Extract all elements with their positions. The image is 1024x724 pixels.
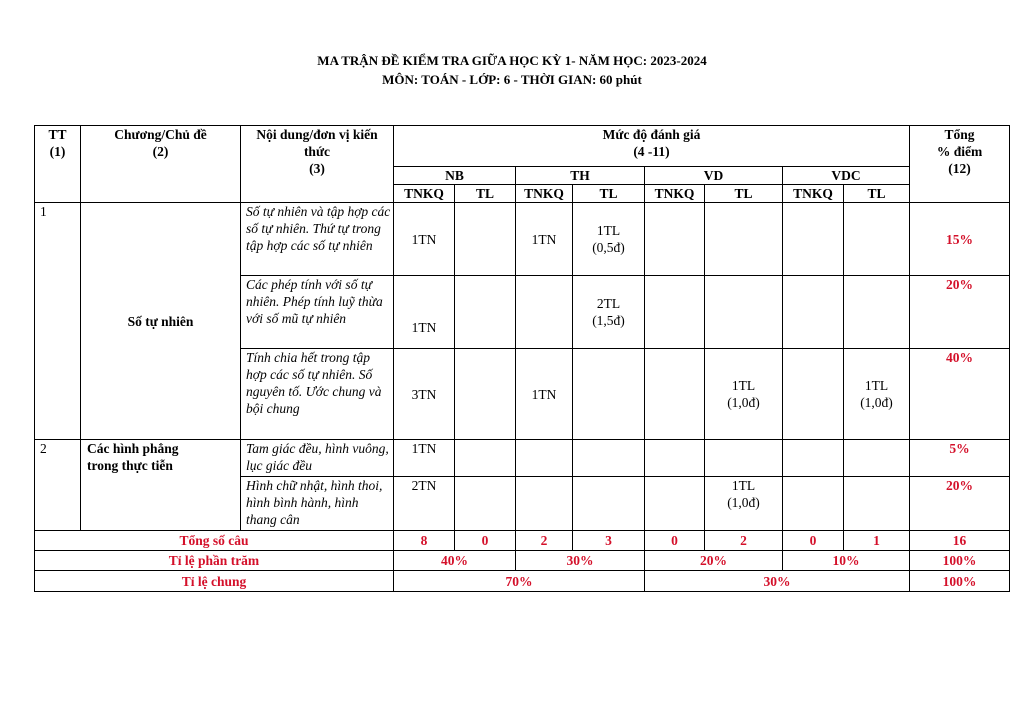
total-count-sum: 16	[910, 531, 1010, 551]
percent-cell: 15%	[910, 203, 1010, 276]
sub-vd-tl: TL	[705, 185, 783, 203]
total-count-cell: 8	[394, 531, 455, 551]
total-count-cell: 1	[844, 531, 910, 551]
vdc-tnkq-cell	[783, 349, 844, 440]
total-percent-nb: 40%	[394, 551, 516, 571]
vdc-tl-points: (1,0đ)	[860, 395, 893, 410]
nb-tl-cell	[455, 276, 516, 349]
header-content-line2: thức	[303, 144, 331, 159]
th-tnkq-cell: 1TN	[516, 203, 573, 276]
nb-tnkq-cell: 1TN	[394, 276, 455, 349]
vd-tl-cell	[705, 203, 783, 276]
total-percent-vd: 20%	[645, 551, 783, 571]
table-row	[35, 440, 1010, 477]
vd-tl-cell	[705, 349, 783, 440]
vd-tl-cell	[705, 477, 783, 531]
header-level	[394, 126, 910, 167]
th-tl-points: (1,5đ)	[592, 313, 625, 328]
overall-nb-th: 70%	[394, 571, 645, 592]
vdc-tl-cell	[844, 349, 910, 440]
topic-cell: Tam giác đều, hình vuông, lục giác đều	[241, 440, 394, 477]
vdc-tl-cell	[844, 440, 910, 477]
sub-th-tl: TL	[573, 185, 645, 203]
percent-cell: 5%	[910, 440, 1010, 477]
header-level-label: Mức độ đánh giá	[602, 127, 701, 142]
header-chapter-label: Chương/Chủ đề	[114, 127, 207, 142]
nb-tl-cell	[455, 349, 516, 440]
total-count-cell: 0	[645, 531, 705, 551]
row-number: 1	[35, 203, 81, 440]
th-tnkq-cell	[516, 477, 573, 531]
sub-th-tnkq: TNKQ	[516, 185, 573, 203]
total-count-cell: 2	[705, 531, 783, 551]
th-tnkq-cell	[516, 276, 573, 349]
sub-nb-tl: TL	[455, 185, 516, 203]
th-tl-cell	[573, 440, 645, 477]
row-number: 2	[35, 440, 81, 531]
total-percent-label: Tỉ lệ phần trăm	[35, 551, 394, 571]
total-count-cell: 0	[783, 531, 844, 551]
total-count-cell: 3	[573, 531, 645, 551]
nb-tl-cell	[455, 477, 516, 531]
vd-tnkq-cell	[645, 477, 705, 531]
group-vd: VD	[645, 167, 783, 185]
topic-cell: Số tự nhiên và tập hợp các số tự nhiên. Thứ tự trong tập hợp các số tự nhiên	[241, 203, 394, 276]
chapter-line1: Các hình phẳng	[87, 441, 179, 456]
group-th: TH	[516, 167, 645, 185]
header-total-line2: % điểm	[936, 144, 983, 159]
total-count-cell: 0	[455, 531, 516, 551]
th-tl-cell	[573, 477, 645, 531]
sub-vd-tnkq: TNKQ	[645, 185, 705, 203]
chapter-cell: Số tự nhiên	[81, 203, 241, 440]
assessment-matrix-table	[34, 125, 1010, 592]
header-tt-number: (1)	[49, 144, 66, 159]
header-tt	[35, 126, 81, 203]
percent-cell: 20%	[910, 276, 1010, 349]
overall-vd-vdc: 30%	[645, 571, 910, 592]
header-total-number: (12)	[948, 161, 971, 176]
vd-tl-points: (1,0đ)	[727, 495, 760, 510]
group-nb: NB	[394, 167, 516, 185]
header-content-number: (3)	[309, 161, 325, 176]
document-subtitle: MÔN: TOÁN - LỚP: 6 - THỜI GIAN: 60 phút	[382, 72, 642, 87]
th-tl-cell	[573, 203, 645, 276]
total-count-cell: 2	[516, 531, 573, 551]
vd-tl-count: 1TL	[731, 478, 756, 493]
total-count-row	[35, 531, 1010, 551]
header-content	[241, 126, 394, 203]
total-percent-sum: 100%	[910, 551, 1010, 571]
vdc-tl-cell	[844, 203, 910, 276]
overall-sum: 100%	[910, 571, 1010, 592]
vd-tnkq-cell	[645, 440, 705, 477]
nb-tnkq-cell: 1TN	[394, 203, 455, 276]
header-chapter	[81, 126, 241, 203]
chapter-line2: trong thực tiễn	[87, 458, 173, 473]
th-tl-points: (0,5đ)	[592, 240, 625, 255]
vdc-tl-cell	[844, 477, 910, 531]
total-percent-th: 30%	[516, 551, 645, 571]
vdc-tnkq-cell	[783, 440, 844, 477]
topic-cell: Tính chia hết trong tập hợp các số tự nhiên. Số nguyên tố. Ước chung và bội chung	[241, 349, 394, 440]
overall-label: Tỉ lệ chung	[35, 571, 394, 592]
th-tl-cell	[573, 276, 645, 349]
vd-tnkq-cell	[645, 203, 705, 276]
th-tnkq-cell	[516, 440, 573, 477]
header-content-line1: Nội dung/đơn vị kiến	[256, 127, 378, 142]
sub-vdc-tl: TL	[844, 185, 910, 203]
vdc-tnkq-cell	[783, 477, 844, 531]
nb-tl-cell	[455, 440, 516, 477]
percent-cell: 20%	[910, 477, 1010, 531]
vd-tl-count: 1TL	[731, 378, 756, 393]
overall-row	[35, 571, 1010, 592]
vd-tl-points: (1,0đ)	[727, 395, 760, 410]
vd-tl-cell	[705, 440, 783, 477]
header-row	[35, 126, 1010, 167]
vd-tnkq-cell	[645, 276, 705, 349]
header-total	[910, 126, 1010, 203]
vd-tnkq-cell	[645, 349, 705, 440]
percent-cell: 40%	[910, 349, 1010, 440]
group-vdc: VDC	[783, 167, 910, 185]
vdc-tl-count: 1TL	[864, 378, 889, 393]
nb-tl-cell	[455, 203, 516, 276]
nb-tnkq-cell: 2TN	[394, 477, 455, 531]
header-total-line1: Tổng	[944, 127, 975, 142]
topic-cell: Hình chữ nhật, hình thoi, hình bình hành, hình thang cân	[241, 477, 394, 531]
th-tl-count: 2TL	[596, 296, 621, 311]
document-title: MA TRẬN ĐỀ KIỂM TRA GIỮA HỌC KỲ 1- NĂM HỌC: 2023-2024	[317, 53, 707, 68]
sub-vdc-tnkq: TNKQ	[783, 185, 844, 203]
th-tl-count: 1TL	[596, 223, 621, 238]
header-level-number: (4 -11)	[633, 144, 670, 159]
total-percent-vdc: 10%	[783, 551, 910, 571]
nb-tnkq-cell: 1TN	[394, 440, 455, 477]
vdc-tnkq-cell	[783, 203, 844, 276]
chapter-cell	[81, 440, 241, 531]
table-row	[35, 203, 1010, 276]
vdc-tl-cell	[844, 276, 910, 349]
total-percent-row	[35, 551, 1010, 571]
sub-nb-tnkq: TNKQ	[394, 185, 455, 203]
total-count-label: Tổng số câu	[35, 531, 394, 551]
vdc-tnkq-cell	[783, 276, 844, 349]
header-chapter-number: (2)	[152, 144, 169, 159]
th-tl-cell	[573, 349, 645, 440]
vd-tl-cell	[705, 276, 783, 349]
th-tnkq-cell: 1TN	[516, 349, 573, 440]
topic-cell: Các phép tính với số tự nhiên. Phép tính luỹ thừa với số mũ tự nhiên	[241, 276, 394, 349]
header-tt-label: TT	[48, 127, 67, 142]
nb-tnkq-cell: 3TN	[394, 349, 455, 440]
